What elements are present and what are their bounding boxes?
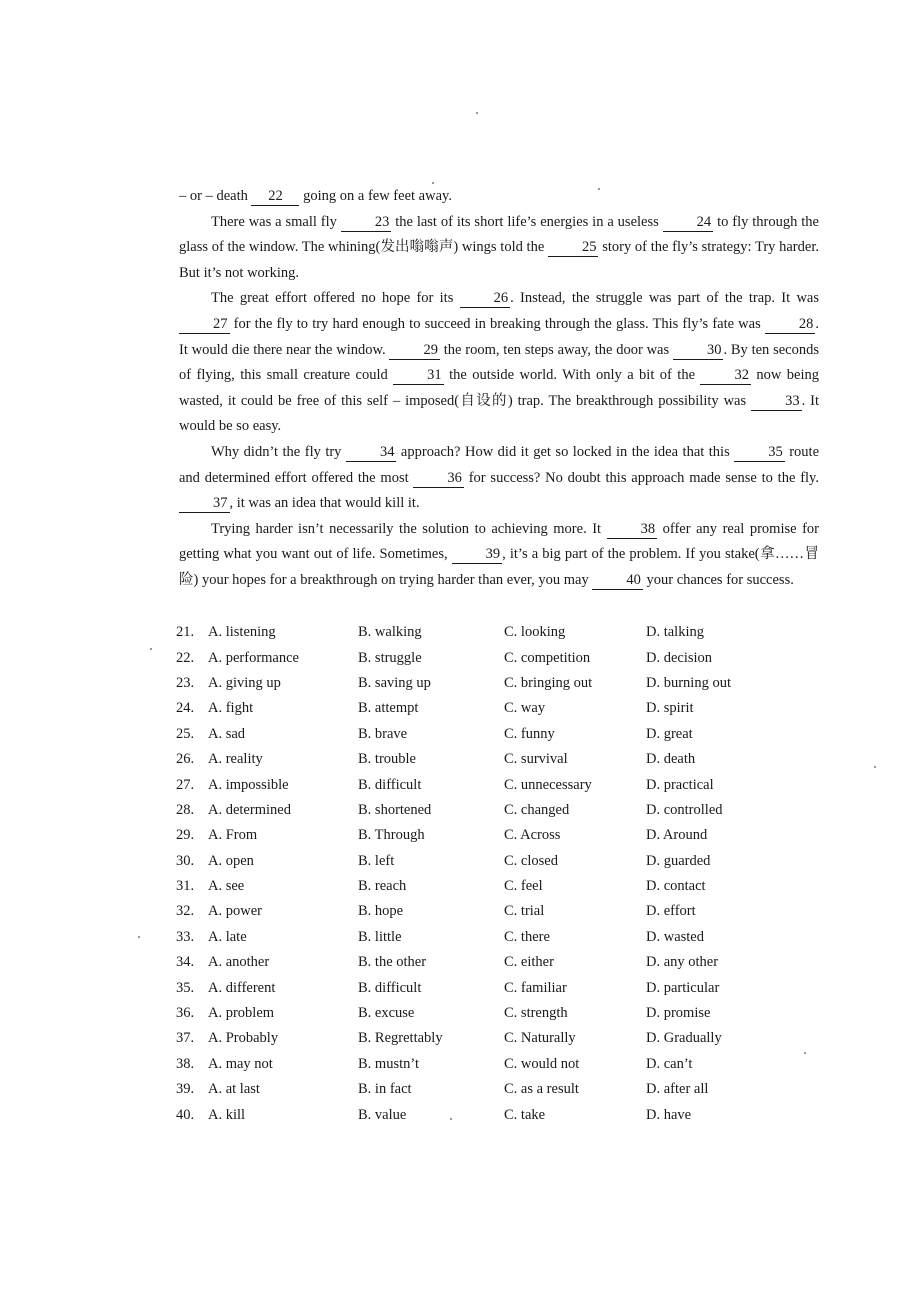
- blank-31: 31: [393, 367, 444, 385]
- blank-25: 25: [548, 239, 599, 257]
- option-a: A. reality: [208, 751, 263, 768]
- blank-30: 30: [673, 342, 724, 360]
- option-c: C. either: [504, 954, 554, 971]
- passage-text: going on a few feet away.: [299, 188, 452, 204]
- option-d: D. Around: [646, 827, 708, 844]
- option-d: D. burning out: [646, 674, 731, 691]
- option-c: C. as a result: [504, 1081, 579, 1098]
- option-c: C. way: [504, 700, 546, 717]
- option-row: [176, 772, 816, 797]
- option-a: A. performance: [208, 649, 299, 666]
- blank-24: 24: [663, 214, 714, 232]
- question-number: 29.: [176, 827, 195, 844]
- option-d: D. effort: [646, 903, 696, 920]
- question-number: 21.: [176, 624, 195, 641]
- option-d: D. spirit: [646, 700, 694, 717]
- option-c: C. strength: [504, 1005, 568, 1022]
- answer-options: [176, 620, 816, 1128]
- option-a: A. power: [208, 903, 262, 920]
- passage-text: , it was an idea that would kill it.: [229, 495, 420, 512]
- option-row: [176, 1001, 816, 1026]
- option-d: D. decision: [646, 649, 713, 666]
- question-number: 39.: [176, 1081, 195, 1098]
- option-a: A. fight: [208, 700, 254, 717]
- option-c: C. Naturally: [504, 1030, 576, 1047]
- passage-text: Trying harder isn’t necessarily the solution to achieving more. It: [211, 520, 607, 537]
- option-a: A. Probably: [208, 1030, 279, 1047]
- question-number: 26.: [176, 751, 195, 768]
- passage-text: your chances for success.: [642, 571, 794, 588]
- option-b: B. brave: [358, 725, 408, 742]
- option-row: [176, 722, 816, 747]
- question-number: 36.: [176, 1005, 195, 1022]
- passage-text: to fly through the glass of the window. The whining(发出嗡嗡声) wings told the: [179, 213, 819, 256]
- option-row: [176, 798, 816, 823]
- blank-28: 28: [765, 316, 816, 334]
- scan-speck: [598, 188, 600, 190]
- option-d: D. contact: [646, 878, 706, 895]
- option-d: D. death: [646, 751, 696, 768]
- option-c: C. take: [504, 1106, 546, 1123]
- question-number: 25.: [176, 725, 195, 742]
- option-row: [176, 899, 816, 924]
- option-d: D. guarded: [646, 852, 711, 869]
- option-b: B. shortened: [358, 801, 432, 818]
- option-a: A. different: [208, 979, 276, 996]
- question-number: 24.: [176, 700, 195, 717]
- passage-text: . It would die there near the window.: [179, 315, 819, 358]
- option-a: A. sad: [208, 725, 246, 742]
- option-a: A. determined: [208, 801, 291, 818]
- option-a: A. impossible: [208, 776, 289, 793]
- passage-text: route and determined effort offered the most: [179, 443, 819, 486]
- option-c: C. unnecessary: [504, 776, 592, 793]
- option-c: C. there: [504, 928, 550, 945]
- option-b: B. trouble: [358, 751, 416, 768]
- blank-27: 27: [179, 316, 230, 334]
- option-d: D. great: [646, 725, 693, 742]
- blank-26: 26: [460, 290, 511, 308]
- option-a: A. see: [208, 878, 245, 895]
- passage-text: Why didn’t the fly try: [211, 443, 346, 460]
- option-row: [176, 1052, 816, 1077]
- question-number: 31.: [176, 878, 195, 895]
- passage-text: now being wasted, it could be free of this self – imposed(自设的) trap. The breakthrough possibility was: [179, 367, 819, 409]
- passage-text: offer any real promise for getting what you want out of life. Sometimes,: [179, 520, 819, 563]
- passage-paragraph: [179, 440, 819, 517]
- option-a: A. may not: [208, 1055, 273, 1072]
- question-number: 32.: [176, 903, 195, 920]
- option-c: C. changed: [504, 801, 570, 818]
- option-d: D. practical: [646, 776, 714, 793]
- passage-paragraph: [179, 184, 819, 210]
- option-b: B. left: [358, 852, 395, 869]
- passage-text: approach? How did it get so locked in the idea that this: [396, 443, 735, 460]
- passage-text: There was a small fly: [211, 213, 341, 230]
- passage-text: for success? No doubt this approach made sense to the fly.: [463, 469, 819, 486]
- option-b: B. Through: [358, 827, 425, 844]
- passage-text: The great effort offered no hope for its: [211, 290, 460, 307]
- option-b: B. little: [358, 928, 402, 945]
- blank-40: 40: [592, 572, 643, 590]
- option-row: [176, 1026, 816, 1051]
- scan-speck: [150, 648, 152, 650]
- option-a: A. another: [208, 954, 270, 971]
- option-a: A. late: [208, 928, 247, 945]
- passage-text: , it’s a big part of the problem. If you stake(拿……冒险) your hopes for a breakthrough on trying harder than ever, you may: [179, 546, 819, 588]
- option-row: [176, 849, 816, 874]
- blank-35: 35: [734, 444, 785, 462]
- scan-speck: [138, 936, 140, 938]
- option-c: C. funny: [504, 725, 555, 742]
- blank-32: 32: [700, 367, 751, 385]
- option-b: B. difficult: [358, 979, 422, 996]
- passage-text: – or – death: [179, 188, 252, 204]
- passage-text: . It would be so easy.: [179, 392, 820, 435]
- question-number: 38.: [176, 1055, 195, 1072]
- option-row: [176, 696, 816, 721]
- option-row: [176, 1077, 816, 1102]
- option-b: B. Regrettably: [358, 1030, 443, 1047]
- passage-text: the room, ten steps away, the door was: [439, 341, 673, 358]
- option-d: D. can’t: [646, 1055, 693, 1072]
- scan-speck: [476, 112, 478, 114]
- option-b: B. mustn’t: [358, 1055, 419, 1072]
- option-d: D. wasted: [646, 928, 704, 945]
- option-c: C. Across: [504, 827, 561, 844]
- option-row: [176, 645, 816, 670]
- scan-speck: [432, 182, 434, 184]
- passage-paragraph: [179, 517, 819, 594]
- option-row: [176, 874, 816, 899]
- option-c: C. looking: [504, 624, 566, 641]
- question-number: 22.: [176, 649, 195, 666]
- option-d: D. after all: [646, 1081, 709, 1098]
- option-d: D. controlled: [646, 801, 723, 818]
- passage-text: . Instead, the struggle was part of the trap. It was: [510, 290, 819, 307]
- option-d: D. Gradually: [646, 1030, 722, 1047]
- passage-text: the outside world. With only a bit of the: [443, 367, 701, 384]
- question-number: 37.: [176, 1030, 195, 1047]
- blank-34: 34: [346, 444, 397, 462]
- passage-text: . By ten seconds of flying, this small creature could: [179, 341, 820, 384]
- option-c: C. closed: [504, 852, 558, 869]
- option-c: C. bringing out: [504, 674, 593, 691]
- option-b: B. attempt: [358, 700, 419, 717]
- option-d: D. any other: [646, 954, 719, 971]
- question-number: 28.: [176, 801, 195, 818]
- question-number: 33.: [176, 928, 195, 945]
- question-number: 35.: [176, 979, 195, 996]
- option-a: A. kill: [208, 1106, 246, 1123]
- option-b: B. saving up: [358, 674, 431, 691]
- option-a: A. problem: [208, 1005, 275, 1022]
- option-b: B. hope: [358, 903, 404, 920]
- option-b: B. struggle: [358, 649, 422, 666]
- blank-38: 38: [607, 521, 658, 539]
- question-number: 27.: [176, 776, 195, 793]
- option-d: D. promise: [646, 1005, 711, 1022]
- option-b: B. value: [358, 1106, 407, 1123]
- option-row: [176, 975, 816, 1000]
- blank-23: 23: [341, 214, 392, 232]
- blank-22: 22: [251, 188, 299, 206]
- option-row: [176, 620, 816, 645]
- option-row: [176, 925, 816, 950]
- question-number: 40.: [176, 1106, 195, 1123]
- option-a: A. open: [208, 852, 254, 869]
- option-b: B. reach: [358, 878, 407, 895]
- option-c: C. trial: [504, 903, 545, 920]
- cloze-passage: [179, 184, 819, 594]
- option-d: D. have: [646, 1106, 692, 1123]
- option-b: B. excuse: [358, 1005, 415, 1022]
- option-row: [176, 1102, 816, 1127]
- blank-36: 36: [413, 470, 464, 488]
- passage-text: story of the fly’s strategy: Try harder. But it’s not working.: [179, 239, 819, 281]
- option-row: [176, 823, 816, 848]
- question-number: 23.: [176, 674, 195, 691]
- blank-37: 37: [179, 495, 230, 513]
- option-b: B. the other: [358, 954, 427, 971]
- option-b: B. difficult: [358, 776, 422, 793]
- passage-text: the last of its short life’s energies in a useless: [391, 213, 663, 230]
- blank-39: 39: [452, 546, 503, 564]
- option-a: A. at last: [208, 1081, 260, 1098]
- option-d: D. particular: [646, 979, 720, 996]
- option-row: [176, 671, 816, 696]
- option-row: [176, 950, 816, 975]
- option-a: A. listening: [208, 624, 276, 641]
- option-b: B. walking: [358, 624, 422, 641]
- option-c: C. familiar: [504, 979, 567, 996]
- passage-text: for the fly to try hard enough to succeed in breaking through the glass. This fly’s fate was: [229, 315, 765, 332]
- option-b: B. in fact: [358, 1081, 412, 1098]
- option-d: D. talking: [646, 624, 704, 641]
- question-number: 30.: [176, 852, 195, 869]
- question-number: 34.: [176, 954, 195, 971]
- option-c: C. feel: [504, 878, 543, 895]
- blank-29: 29: [389, 342, 440, 360]
- scan-speck: [874, 766, 876, 768]
- option-c: C. survival: [504, 751, 568, 768]
- option-a: A. From: [208, 827, 258, 844]
- option-c: C. would not: [504, 1055, 580, 1072]
- scan-speck: [804, 1052, 806, 1054]
- passage-paragraph: [179, 210, 819, 287]
- option-c: C. competition: [504, 649, 591, 666]
- blank-33: 33: [751, 393, 802, 411]
- scan-speck: [450, 1118, 452, 1120]
- passage-paragraph: [179, 286, 819, 440]
- option-a: A. giving up: [208, 674, 281, 691]
- option-row: [176, 747, 816, 772]
